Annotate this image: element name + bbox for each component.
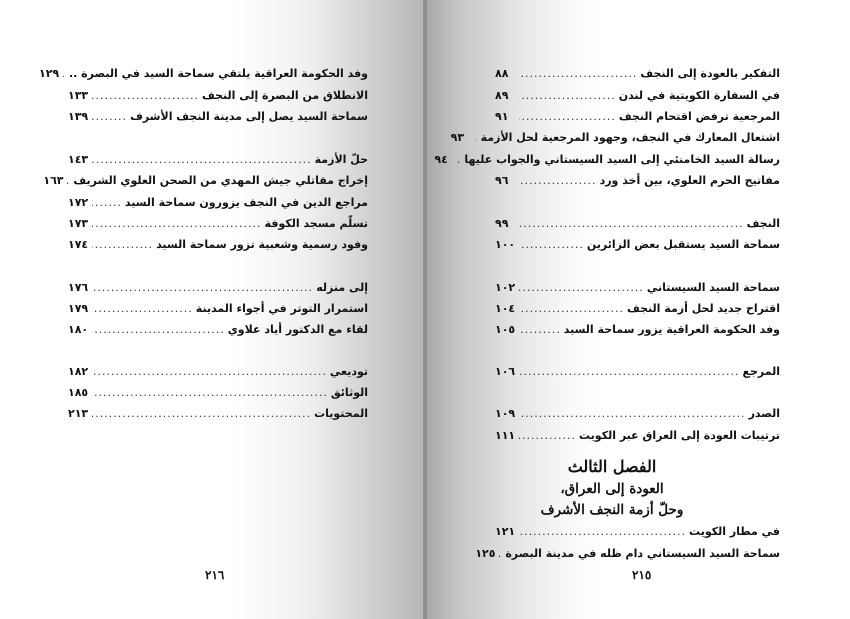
toc-entry-page: ١١١ xyxy=(495,429,516,442)
dot-leader xyxy=(519,428,579,444)
toc-entry xyxy=(68,109,368,125)
dot-leader xyxy=(63,66,69,82)
toc-entry xyxy=(68,88,368,104)
toc-entry xyxy=(495,216,780,232)
toc-entry xyxy=(68,216,368,232)
toc-entry-title: وفد الحكومة العراقية يلتقي سماحة السيد في البصرة .. xyxy=(69,67,368,80)
toc-entry-title: في السفارة الكويتية في لندن xyxy=(618,89,780,102)
toc-entry-title: رسالة السيد الخامنئي إلى السيد السيستاني والجواب عليها xyxy=(464,153,780,166)
toc-entry xyxy=(495,237,780,253)
dot-leader xyxy=(519,216,747,232)
toc-entry-page: ٩٣ xyxy=(450,131,465,144)
toc-entry-title: النجف xyxy=(746,217,780,230)
toc-entry-page: ٨٩ xyxy=(495,89,509,102)
dot-leader xyxy=(519,524,689,540)
toc-entry-page: ١٠٠ xyxy=(495,238,516,251)
dot-leader xyxy=(499,546,505,562)
toc-entry xyxy=(434,152,780,168)
toc-entry-title: الصدر xyxy=(748,407,780,420)
toc-entry-title: مفاتيح الحرم العلوي، بين أخذ ورد xyxy=(599,174,780,187)
toc-entry xyxy=(68,385,368,401)
dot-leader xyxy=(67,173,73,189)
dot-leader xyxy=(519,88,619,104)
toc-entry xyxy=(450,130,780,146)
dot-leader xyxy=(92,237,156,253)
toc-entry-title: لقاء مع الدكتور أياد علاوي xyxy=(227,323,368,336)
dot-leader xyxy=(519,280,647,296)
dot-leader xyxy=(519,66,640,82)
toc-entry-page: ١٧٤ xyxy=(68,238,89,251)
toc-entry-page: ١٠٥ xyxy=(495,323,516,336)
toc-entry-title: الوثائق xyxy=(330,386,368,399)
toc-entry xyxy=(495,280,780,296)
toc-entry-page: ١٠٦ xyxy=(495,365,516,378)
dot-leader xyxy=(519,173,600,189)
toc-entry xyxy=(68,152,368,168)
toc-entry-page: ١٣٩ xyxy=(68,110,89,123)
dot-leader xyxy=(92,385,331,401)
toc-entry xyxy=(68,322,368,338)
toc-entry-title: تسلّم مسجد الكوفة xyxy=(264,217,368,230)
toc-entry xyxy=(68,237,368,253)
toc-entry xyxy=(68,406,368,422)
toc-entry-page: ١٨٠ xyxy=(68,323,89,336)
toc-entry-page: ١٤٣ xyxy=(68,153,89,166)
chapter-title: الفصل الثالث xyxy=(567,457,657,476)
toc-entry-title: الانطلاق من البصرة إلى النجف xyxy=(201,89,368,102)
toc-entry xyxy=(495,524,780,540)
toc-entry-page: ١٢١ xyxy=(495,525,516,538)
toc-entry-page: ١٨٥ xyxy=(68,386,89,399)
toc-entry-title: توديعي xyxy=(329,365,368,378)
toc-entry xyxy=(495,109,780,125)
toc-entry-page: ١٨٢ xyxy=(68,365,89,378)
toc-entry-title: التفكير بالعودة إلى النجف xyxy=(640,67,780,80)
toc-entry xyxy=(43,173,368,189)
toc-entry-page: ٩١ xyxy=(495,110,509,123)
toc-entry-title: سماحة السيد يصل إلى مدينة النجف الأشرف xyxy=(130,110,368,123)
toc-entry-title: سماحة السيد يستقبل بعض الزائرين xyxy=(586,238,780,251)
dot-leader xyxy=(92,88,202,104)
toc-entry xyxy=(495,364,780,380)
left-page-number: ٢١٦ xyxy=(205,568,225,582)
dot-leader xyxy=(475,130,481,146)
toc-entry-page: ٩٤ xyxy=(434,153,448,166)
toc-entry xyxy=(475,546,780,562)
dot-leader xyxy=(92,322,228,338)
chapter-subtitle-line1: العودة إلى العراق، xyxy=(560,481,664,497)
dot-leader xyxy=(92,406,314,422)
toc-entry-title: استمرار التوتر في أجواء المدينة xyxy=(195,302,368,315)
toc-entry-page: ١٧٢ xyxy=(68,196,89,209)
toc-entry-page: ١٦٣ xyxy=(43,174,64,187)
dot-leader xyxy=(92,364,330,380)
toc-entry xyxy=(68,364,368,380)
chapter-heading xyxy=(477,455,747,521)
dot-leader xyxy=(519,109,619,125)
toc-entry-title: حلّ الأزمة xyxy=(314,153,368,166)
toc-entry xyxy=(495,66,780,82)
toc-entry xyxy=(495,322,780,338)
book-gutter xyxy=(423,0,427,619)
right-page-number: ٢١٥ xyxy=(632,568,652,582)
toc-entry-page: ٩٩ xyxy=(495,217,509,230)
toc-entry-title: وفد الحكومة العراقية يزور سماحة السيد xyxy=(563,323,780,336)
toc-entry xyxy=(495,428,780,444)
toc-entry xyxy=(495,301,780,317)
toc-entry-page: ١٧٩ xyxy=(68,302,89,315)
dot-leader xyxy=(92,301,196,317)
toc-entry-title: اقتراح جديد لحل أزمة النجف xyxy=(627,302,780,315)
toc-entry-page: ١٠٤ xyxy=(495,302,516,315)
toc-entry-page: ١٧٣ xyxy=(68,217,89,230)
toc-entry-title: اشتعال المعارك في النجف، وجهود المرجعية لحل الأزمة xyxy=(480,131,780,144)
toc-entry-page: ١٠٩ xyxy=(495,407,516,420)
dot-leader xyxy=(519,322,564,338)
toc-entry-page: ١٧٦ xyxy=(68,281,89,294)
toc-entry xyxy=(495,88,780,104)
chapter-subtitle-line2: وحلّ أزمة النجف الأشرف xyxy=(540,502,684,518)
toc-entry-title: سماحة السيد السيستاني xyxy=(646,281,780,294)
toc-entry-title: إلى منزله xyxy=(316,281,368,294)
dot-leader xyxy=(92,216,265,232)
toc-entry-title: المرجعية ترفض اقتحام النجف xyxy=(618,110,780,123)
toc-entry-page: ١٢٥ xyxy=(475,547,496,560)
toc-entry-title: مراجع الدين في النجف يزورون سماحة السيد xyxy=(124,196,368,209)
toc-entry-title: في مطار الكويت xyxy=(689,525,780,538)
toc-entry-title: وفود رسمية وشعبية تزور سماحة السيد xyxy=(156,238,368,251)
toc-entry-page: ٨٨ xyxy=(495,67,509,80)
dot-leader xyxy=(519,364,742,380)
toc-entry xyxy=(68,301,368,317)
toc-entry-title: ترتيبات العودة إلى العراق عبر الكويت xyxy=(579,429,780,442)
toc-entry xyxy=(68,195,368,211)
toc-entry-page: ١٣٣ xyxy=(68,89,89,102)
toc-entry-title: المرجع xyxy=(742,365,780,378)
dot-leader xyxy=(519,237,587,253)
dot-leader xyxy=(519,301,627,317)
toc-entry xyxy=(39,66,368,82)
toc-entry xyxy=(68,280,368,296)
toc-entry-title: إخراج مقاتلي جيش المهدي من الصحن العلوي الشريف xyxy=(73,174,368,187)
toc-entry-title: المحتويات xyxy=(314,407,368,420)
dot-leader xyxy=(519,406,749,422)
dot-leader xyxy=(92,152,315,168)
dot-leader xyxy=(92,195,125,211)
toc-entry xyxy=(495,173,780,189)
toc-entry-page: ٢١٣ xyxy=(68,407,89,420)
dot-leader xyxy=(92,280,316,296)
toc-entry-title: سماحة السيد السيستاني دام ظله في مدينة البصرة xyxy=(505,547,780,560)
toc-entry-page: ١٢٩ xyxy=(39,67,60,80)
toc-entry-page: ١٠٢ xyxy=(495,281,516,294)
toc-entry xyxy=(495,406,780,422)
dot-leader xyxy=(458,152,464,168)
dot-leader xyxy=(92,109,130,125)
toc-entry-page: ٩٦ xyxy=(495,174,509,187)
